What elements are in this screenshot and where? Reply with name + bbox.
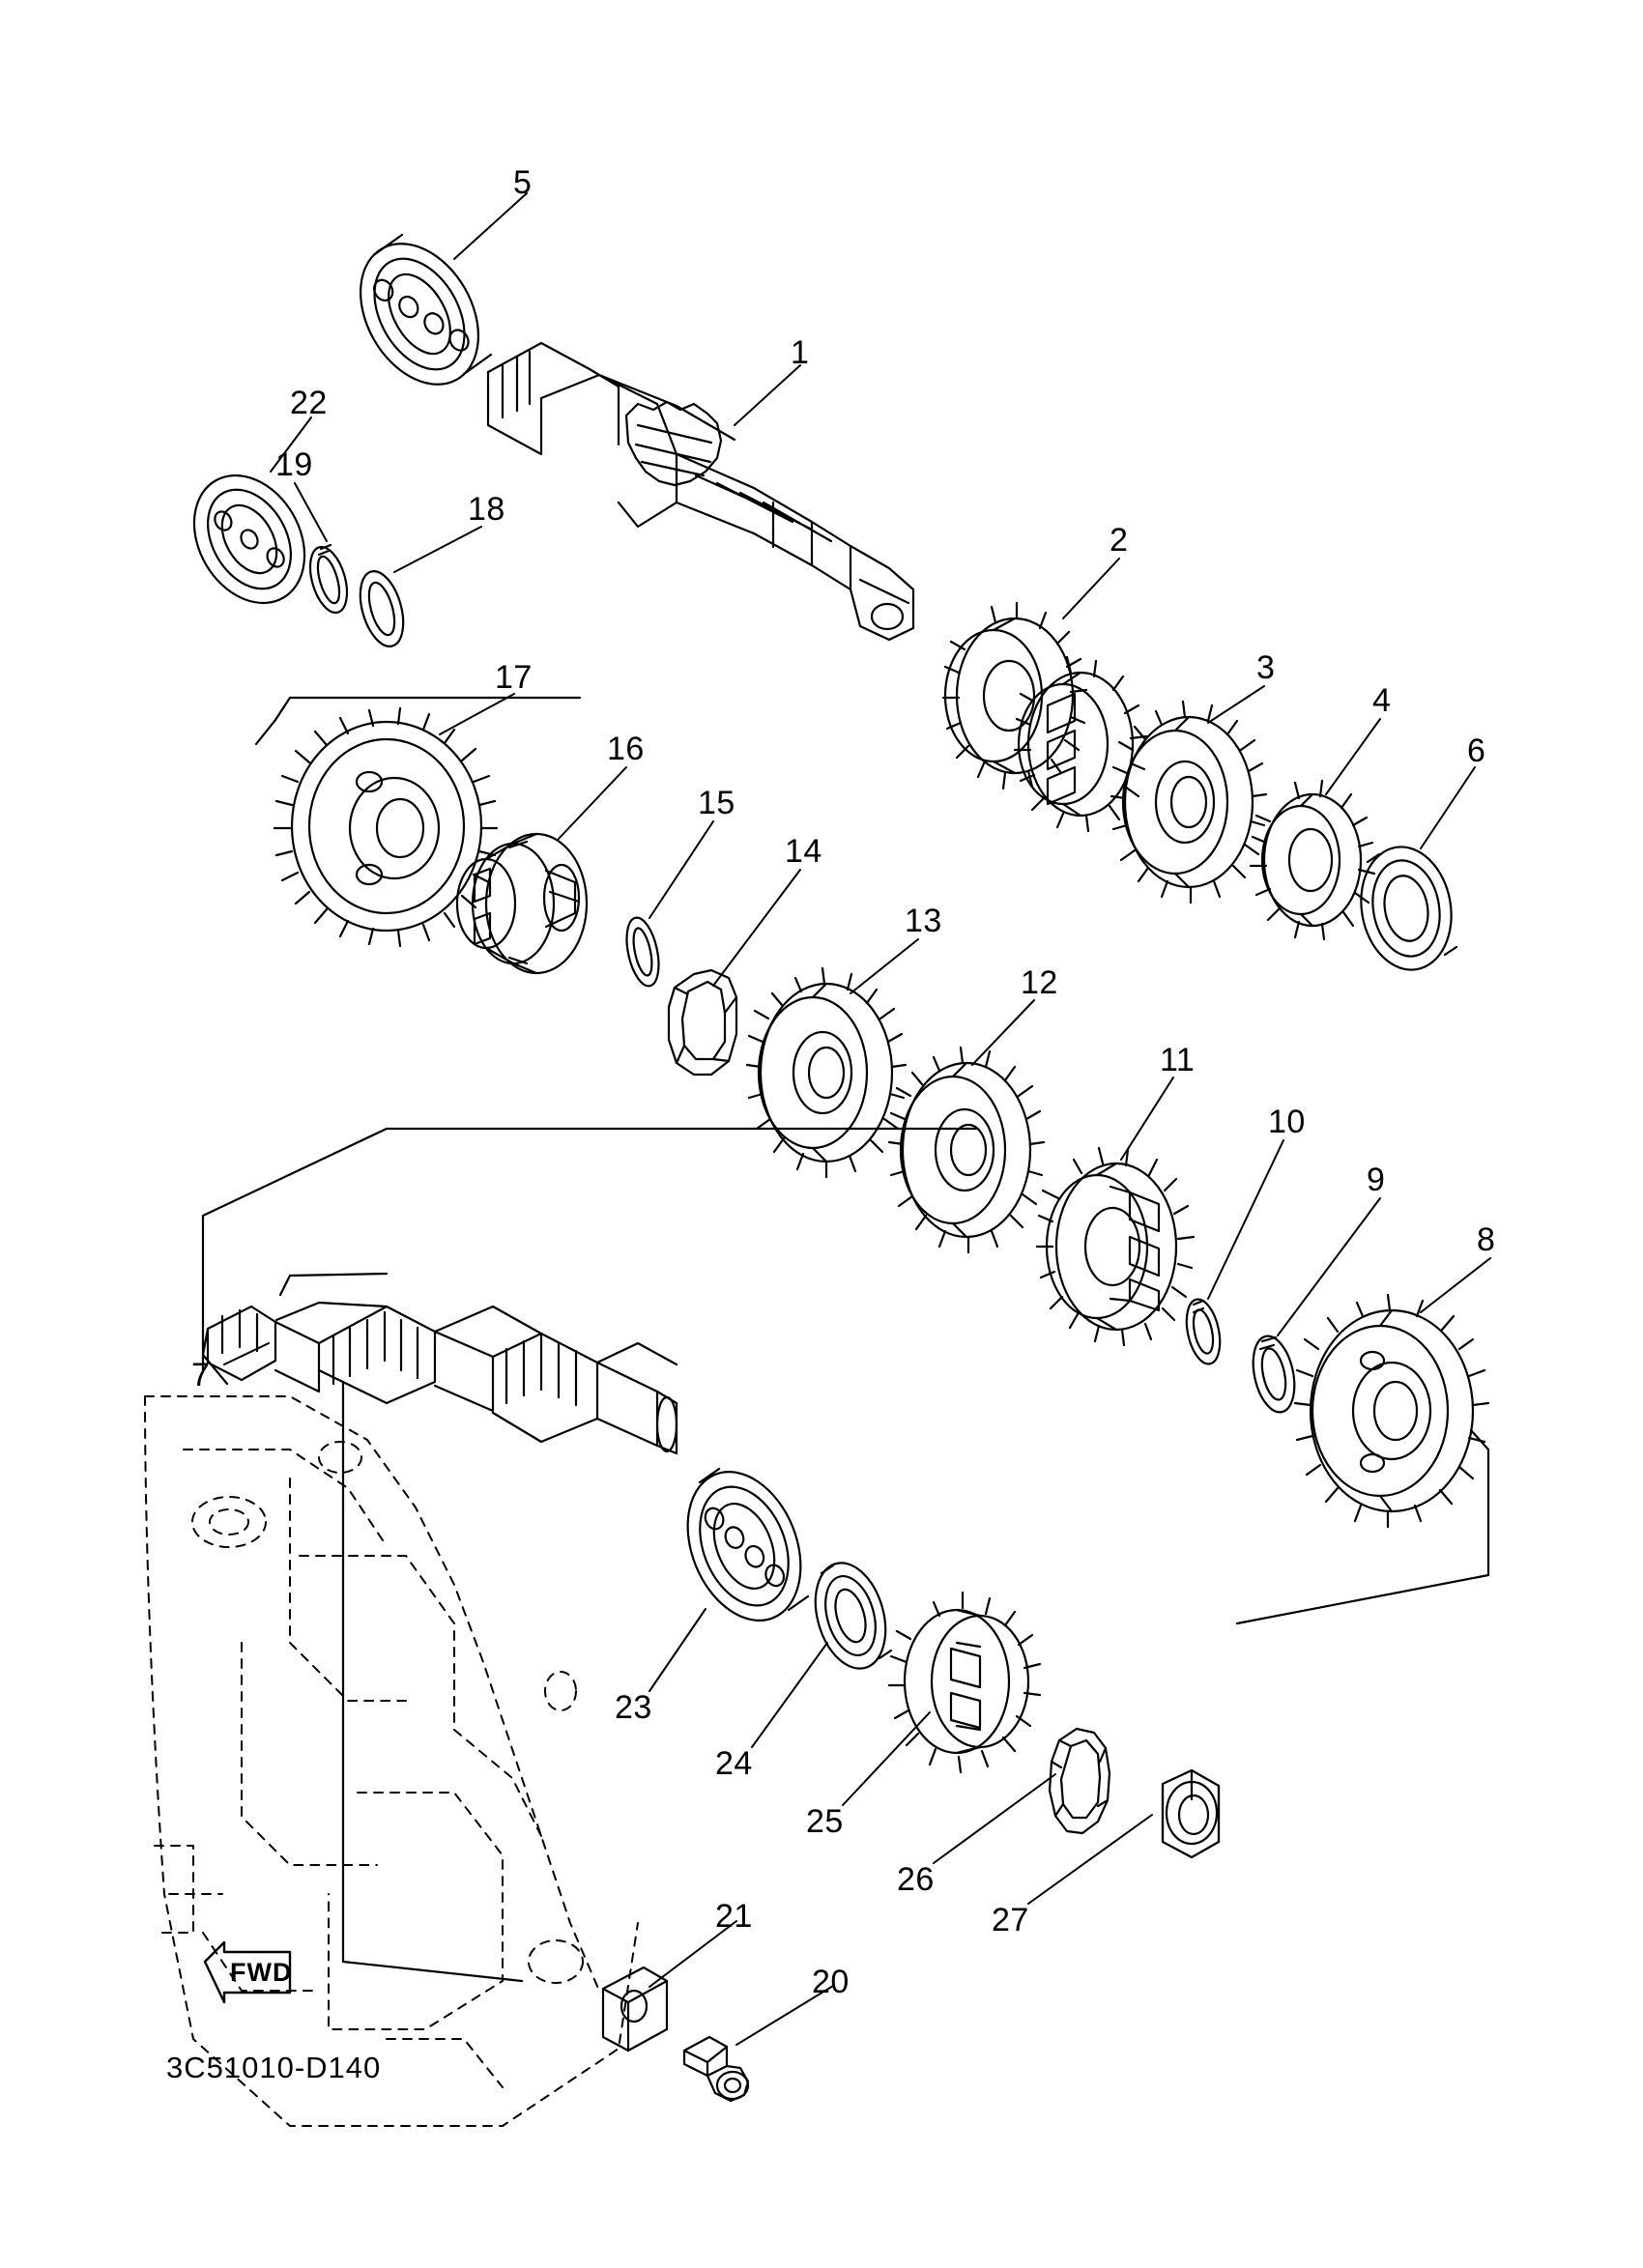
- callout-16: 16: [607, 731, 645, 767]
- callout-4: 4: [1372, 682, 1392, 719]
- callout-25: 25: [806, 1803, 844, 1840]
- callout-1: 1: [791, 334, 810, 371]
- callout-19: 19: [275, 446, 313, 483]
- callout-21: 21: [715, 1898, 753, 1935]
- callout-18: 18: [468, 491, 505, 528]
- callout-15: 15: [698, 785, 735, 821]
- callout-14: 14: [785, 833, 822, 870]
- callout-22: 22: [290, 385, 328, 421]
- callout-8: 8: [1477, 1221, 1496, 1258]
- callout-10: 10: [1268, 1104, 1306, 1140]
- callout-23: 23: [615, 1689, 652, 1726]
- callout-5: 5: [513, 164, 533, 201]
- callout-27: 27: [992, 1902, 1029, 1938]
- callout-6: 6: [1467, 732, 1486, 769]
- callout-7: 7: [191, 1357, 211, 1393]
- callout-2: 2: [1110, 522, 1129, 559]
- callout-3: 3: [1256, 649, 1276, 686]
- callout-9: 9: [1367, 1162, 1386, 1198]
- callout-26: 26: [897, 1861, 935, 1898]
- callout-20: 20: [812, 1964, 850, 2000]
- callout-17: 17: [495, 659, 533, 696]
- callout-13: 13: [905, 903, 942, 939]
- fwd-direction-label: FWD: [230, 1958, 293, 1987]
- callout-24: 24: [715, 1745, 753, 1782]
- part-code-label: 3C51010-D140: [166, 2051, 382, 2084]
- callout-12: 12: [1021, 964, 1058, 1001]
- callout-11: 11: [1160, 1042, 1196, 1078]
